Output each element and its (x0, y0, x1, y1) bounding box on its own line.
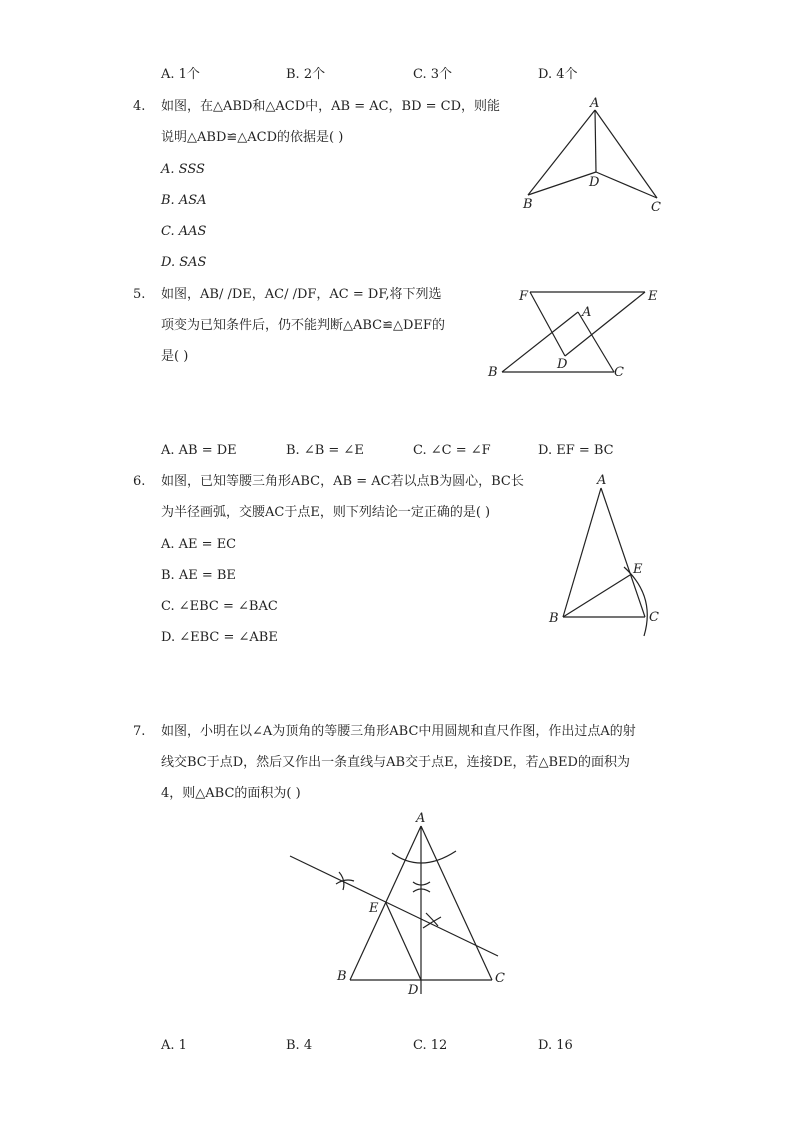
q3-option-b: B. 2个 (286, 67, 326, 82)
q5-option-b: B. ∠B = ∠E (286, 443, 364, 458)
q3-option-d: D. 4个 (538, 67, 578, 82)
q6-label-e: E (633, 562, 643, 577)
q4-label-d: D (589, 175, 600, 190)
q4-option-b: B. ASA (161, 193, 207, 208)
q7-label-d: D (408, 983, 419, 998)
q7-label-a: A (416, 811, 426, 826)
q4-number: 4. (133, 99, 146, 114)
q4-option-c: C. AAS (161, 224, 207, 239)
q6-stem-line1: 如图，已知等腰三角形ABC，AB = AC若以点B为圆心，BC长 (161, 474, 524, 489)
q3-option-a: A. 1个 (161, 67, 200, 82)
q7-stem-line3: 4，则△ABC的面积为( ) (161, 786, 301, 801)
q6-label-a: A (597, 473, 607, 488)
q5-stem-line3: 是( ) (161, 349, 189, 364)
q5-option-c: C. ∠C = ∠F (413, 443, 491, 458)
q5-label-a: A (582, 305, 592, 320)
q7-label-b: B (337, 969, 347, 984)
q5-label-d: D (557, 357, 568, 372)
q5-label-e: E (648, 289, 658, 304)
q7-label-e: E (369, 901, 379, 916)
q6-label-b: B (549, 611, 559, 626)
q6-number: 6. (133, 474, 146, 489)
q5-stem-line1: 如图，AB/ /DE，AC/ /DF，AC = DF,将下列选 (161, 287, 442, 302)
q4-stem-line2: 说明△ABD≌△ACD的依据是( ) (161, 130, 344, 145)
q7-option-c: C. 12 (413, 1038, 448, 1053)
q7-stem-line2: 线交BC于点D，然后又作出一条直线与AB交于点E，连接DE，若△BED的面积为 (161, 755, 630, 770)
q7-option-b: B. 4 (286, 1038, 313, 1053)
q7-label-c: C (495, 971, 505, 986)
q5-label-b: B (488, 365, 498, 380)
q7-option-d: D. 16 (538, 1038, 573, 1053)
q5-option-d: D. EF = BC (538, 443, 614, 458)
q7-number: 7. (133, 724, 146, 739)
q5-stem-line2: 项变为已知条件后，仍不能判断△ABC≌△DEF的 (161, 318, 445, 333)
q4-label-c: C (651, 200, 661, 215)
q4-option-d: D. SAS (161, 255, 207, 270)
q5-option-a: A. AB = DE (161, 443, 237, 458)
q7-stem-line1: 如图，小明在以∠A为顶角的等腰三角形ABC中用圆规和直尺作图，作出过点A的射 (161, 724, 636, 739)
q6-stem-line2: 为半径画弧，交腰AC于点E，则下列结论一定正确的是( ) (161, 505, 491, 520)
q4-option-a: A. SSS (161, 162, 205, 177)
q7-option-a: A. 1 (161, 1038, 187, 1053)
q4-label-a: A (590, 96, 600, 111)
q5-label-f: F (519, 289, 529, 304)
q4-label-b: B (523, 197, 533, 212)
q6-option-b: B. AE = BE (161, 568, 236, 583)
q4-stem-line1: 如图，在△ABD和△ACD中，AB = AC，BD = CD，则能 (161, 99, 501, 114)
q5-label-c: C (614, 365, 624, 380)
q6-option-d: D. ∠EBC = ∠ABE (161, 630, 278, 645)
q5-number: 5. (133, 287, 146, 302)
q6-option-a: A. AE = EC (161, 537, 237, 552)
q6-label-c: C (649, 610, 659, 625)
q3-option-c: C. 3个 (413, 67, 453, 82)
q6-option-c: C. ∠EBC = ∠BAC (161, 599, 278, 614)
